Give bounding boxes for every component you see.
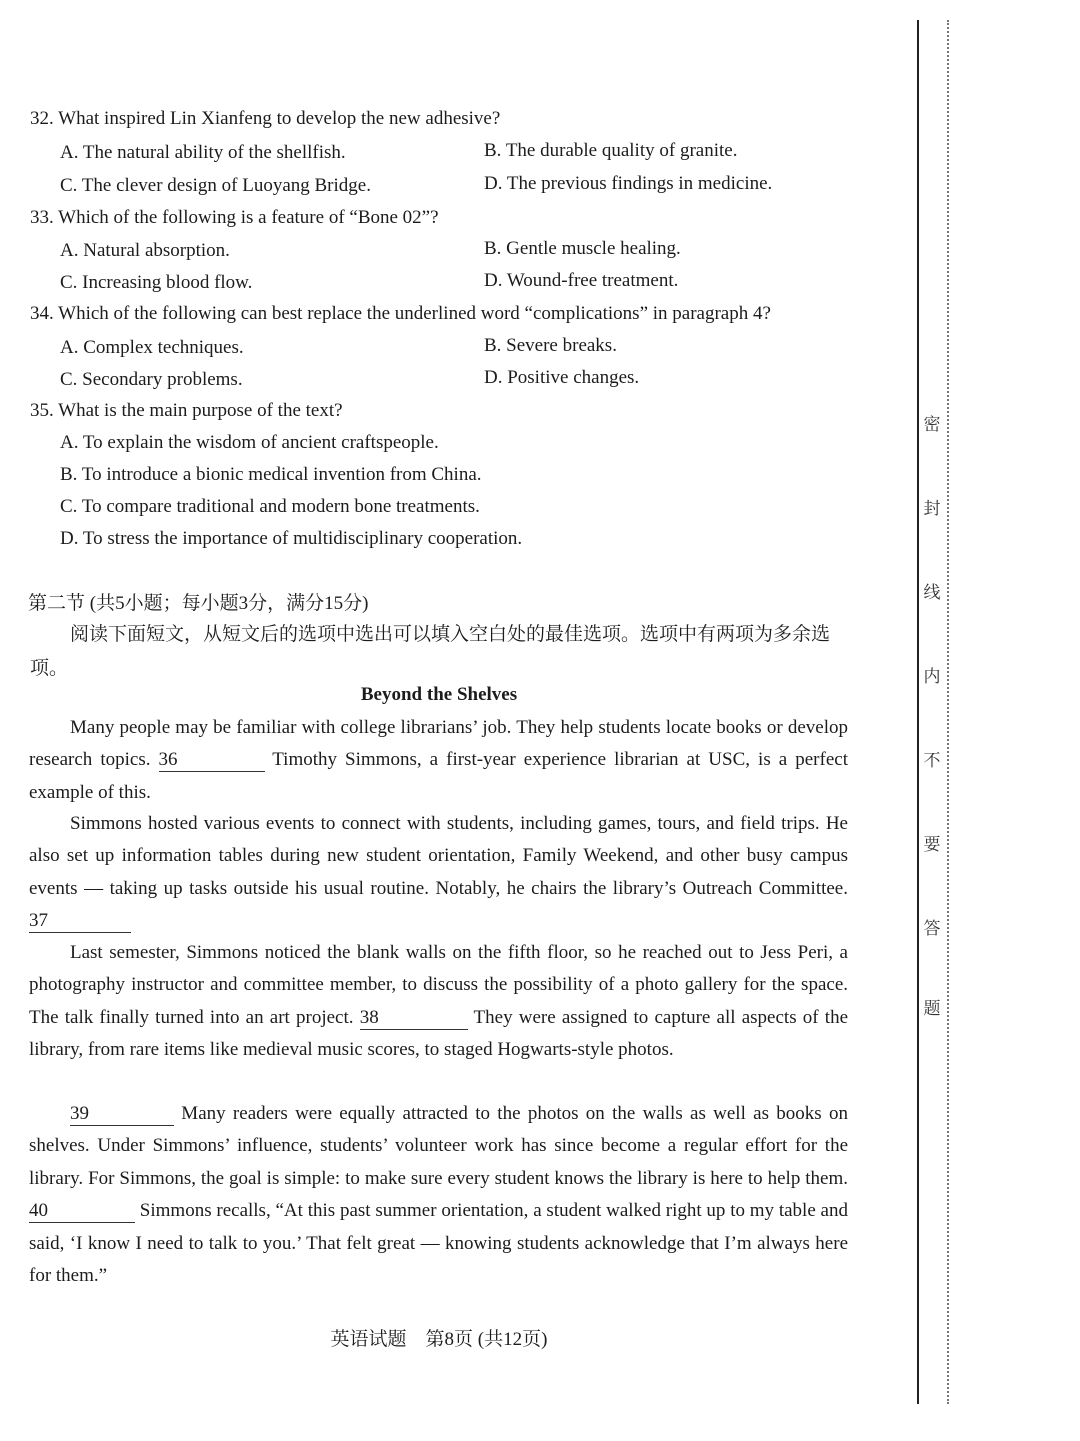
blank-37: 37 bbox=[29, 910, 131, 933]
margin-char-1: 密 bbox=[923, 415, 941, 435]
margin-char-6: 要 bbox=[923, 835, 941, 855]
margin-char-3: 线 bbox=[923, 583, 941, 603]
question-34-stem: 34. Which of the following can best replace the underlined word “complications” in paragraph 4? bbox=[30, 303, 771, 324]
question-33-stem: 33. Which of the following is a feature of “Bone 02”? bbox=[30, 207, 439, 228]
blank-40: 40 bbox=[29, 1200, 135, 1223]
p4-text-a: Many readers were equally attracted to the photos on the walls as well as books on shelves. Under Simmons’ influence, students’ volunteer work has since become a regular effort for the library. For Simmons, the goal is simple: to make sure every student knows the library is here to help them. bbox=[29, 1103, 848, 1189]
q33-option-b: B. Gentle muscle healing. bbox=[484, 238, 681, 259]
p1-text-a: Many people may be familiar with college librarians’ job. They help students locate books or develop research topics. bbox=[29, 717, 848, 771]
binding-margin-line bbox=[917, 20, 919, 1404]
binding-dotted-line bbox=[947, 20, 949, 1404]
passage-paragraph-1 bbox=[29, 712, 848, 809]
blank-39: 39 bbox=[70, 1103, 174, 1126]
q35-option-d: D. To stress the importance of multidisciplinary cooperation. bbox=[60, 528, 523, 549]
page-footer: 英语试题 第8页 (共12页) bbox=[330, 1329, 548, 1350]
p1-text-b: Timothy Simmons, a first-year experience librarian at USC, is a perfect example of this. bbox=[29, 749, 848, 803]
question-35-stem: 35. What is the main purpose of the text? bbox=[30, 400, 343, 421]
passage-title: Beyond the Shelves bbox=[360, 684, 518, 705]
passage-paragraph-4 bbox=[29, 1098, 848, 1292]
p2-text-a: Simmons hosted various events to connect with students, including games, tours, and field trips. He also set up information tables during new student orientation, Family Weekend, and other busy campus events — taking up tasks outside his usual routine. Notably, he chairs the library’s Outreach Committee. bbox=[29, 813, 848, 899]
q32-option-a: A. The natural ability of the shellfish. bbox=[60, 142, 346, 163]
passage-paragraph-3 bbox=[29, 937, 848, 1067]
margin-char-4: 内 bbox=[923, 667, 941, 687]
question-32-stem: 32. What inspired Lin Xianfeng to develop the new adhesive? bbox=[30, 108, 501, 129]
q34-option-a: A. Complex techniques. bbox=[60, 337, 244, 358]
q35-option-b: B. To introduce a bionic medical invention from China. bbox=[60, 464, 482, 485]
q33-option-d: D. Wound-free treatment. bbox=[484, 270, 679, 291]
p4-text-b: Simmons recalls, “At this past summer orientation, a student walked right up to my table and said, ‘I know I need to talk to you.’ That felt great — knowing students acknowledge that I’m always here for them.” bbox=[29, 1200, 848, 1287]
q34-option-c: C. Secondary problems. bbox=[60, 369, 243, 390]
q32-option-d: D. The previous findings in medicine. bbox=[484, 173, 773, 194]
q32-option-c: C. The clever design of Luoyang Bridge. bbox=[60, 175, 371, 196]
q34-option-d: D. Positive changes. bbox=[484, 367, 640, 388]
q35-option-a: A. To explain the wisdom of ancient craftspeople. bbox=[60, 432, 439, 453]
q32-option-b: B. The durable quality of granite. bbox=[484, 140, 738, 161]
q33-option-a: A. Natural absorption. bbox=[60, 240, 230, 261]
blank-38: 38 bbox=[360, 1007, 468, 1030]
blank-36: 36 bbox=[159, 749, 265, 772]
passage-paragraph-2 bbox=[29, 808, 848, 938]
p3-text-a: Last semester, Simmons noticed the blank walls on the fifth floor, so he reached out to Jess Peri, a photography instructor and committee member, to discuss the possibility of a photo gallery for the space. The talk finally turned into an art project. bbox=[29, 942, 848, 1028]
margin-char-8: 题 bbox=[923, 999, 941, 1019]
p3-text-b: They were assigned to capture all aspects of the library, from rare items like medieval music scores, to staged Hogwarts-style photos. bbox=[29, 1006, 849, 1061]
q35-option-c: C. To compare traditional and modern bone treatments. bbox=[60, 496, 480, 517]
margin-char-7: 答 bbox=[923, 919, 941, 939]
section-heading: 第二节 (共5小题；每小题3分，满分15分) bbox=[28, 593, 369, 614]
section-instructions: 阅读下面短文，从短文后的选项中选出可以填入空白处的最佳选项。选项中有两项为多余选项。 bbox=[30, 624, 831, 679]
margin-char-2: 封 bbox=[923, 499, 941, 519]
q33-option-c: C. Increasing blood flow. bbox=[60, 272, 253, 293]
q34-option-b: B. Severe breaks. bbox=[484, 335, 617, 356]
margin-char-5: 不 bbox=[923, 751, 941, 771]
